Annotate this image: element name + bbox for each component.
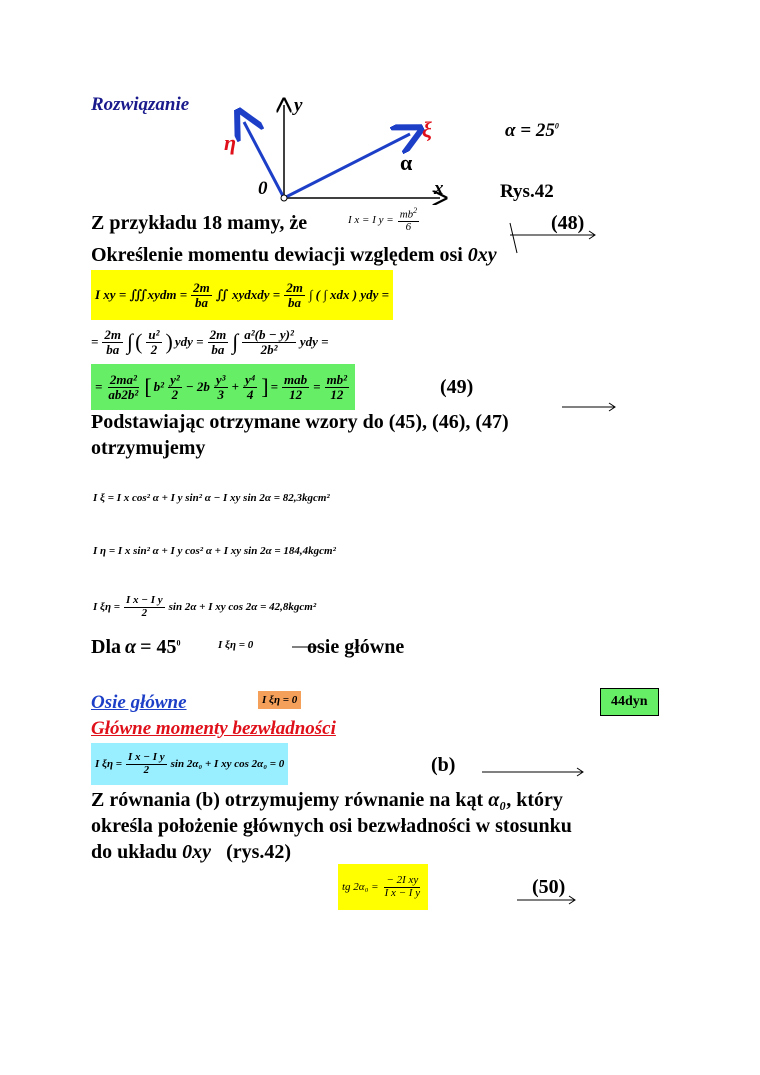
substitution-text-1: Podstawiając otrzymane wzory do (45), (46), (47) <box>91 411 509 433</box>
equation-number-48: (48) <box>551 212 585 234</box>
x-axis-label: x <box>434 178 444 199</box>
tangent-formula: tg 2α₀ = $\frac{\text{− 2I xy}}{\text{I x − I y}}$ <box>338 864 428 910</box>
principal-axes-text: osie główne <box>307 636 405 658</box>
substitution-text-2: otrzymujemy <box>91 437 206 459</box>
alpha-value: $\alpha = 25^0$ <box>505 120 559 141</box>
i-eta-formula: I η = I x sin² α + I y cos² α + I xy sin 2α = 184,4kgcm² <box>93 545 336 557</box>
i-xi-formula: I ξ = I x cos² α + I y sin² α − I xy sin 2α = 82,3kgcm² <box>93 492 330 504</box>
paragraph-line-2: określa położenie głównych osi bezwładności w stosunku <box>91 815 572 837</box>
origin-point <box>281 195 287 201</box>
equation-number-49: (49) <box>440 376 474 398</box>
i-xieta-zero-formula: I ξη = $\frac{\text{I x − I y}}{2}$ sin 2α₀ + I xy cos 2α₀ = 0 <box>91 743 288 785</box>
arrow-48 <box>505 218 600 258</box>
xi-axis-label: ξ <box>422 117 432 142</box>
arrow-50 <box>515 893 580 907</box>
principal-axes-heading: Osie główne <box>91 692 187 713</box>
i-xieta-formula: I ξη = $\frac{\text{I x − I y}}{2}$ sin 2α + I xy cos 2α = 42,8kgcm² <box>93 594 317 619</box>
ixy-formula-2: = $\frac{2m}{ba}$ ∫ ( u² 2 ) ydy = $\frac{2m}{ba}$ ∫ a²(b − y)² 2b² ydy = <box>91 326 329 357</box>
axes-diagram <box>220 90 450 205</box>
figure-caption: Rys.42 <box>500 181 554 202</box>
xi-axis <box>284 134 413 198</box>
origin-label: 0 <box>258 178 268 199</box>
solution-heading: Rozwiązanie <box>91 94 190 115</box>
equation-label-b: (b) <box>431 754 456 776</box>
arrow-49 <box>560 400 620 414</box>
equation-number-50: (50) <box>532 876 566 898</box>
arrow-b <box>480 765 588 779</box>
angle-label: α <box>400 150 413 175</box>
ixy-formula-1: I xy = ∭xydm = $\frac{2m}{ba}$ ∬ xydxdy = $\frac{2m}{ba}$ ∫ ( ∫ xdx ) ydy = <box>91 270 393 320</box>
principal-condition-box: I ξη = 0 <box>258 691 301 709</box>
intro-text: Z przykładu 18 mamy, że <box>91 212 308 234</box>
dla-line: Dla α = $45^0$ <box>91 636 181 658</box>
badge-44dyn: 44dyn <box>600 688 659 716</box>
ix-iy-formula: I x = I y = $\frac{mb^2}{6}$ <box>348 206 418 234</box>
paragraph-line-1: Z równania (b) otrzymujemy równanie na kąt α₀, który <box>91 789 563 811</box>
deviation-moment-text: Określenie momentu dewiacji względem osi 0xy <box>91 244 497 266</box>
ixy-formula-3: = $\frac{\text{2ma²}}{\text{ab2b²}}$ [ b² y² 2 − 2b y³ 3 + $\frac{\text{y⁴}}{4}$ ] = mab 12 = $\frac{\text{mb²}}{12}$ <box>91 364 355 410</box>
principal-moments-heading: Główne momenty bezwładności <box>91 718 336 739</box>
y-axis-label: y <box>294 95 303 116</box>
eta-axis-label: η <box>224 130 237 155</box>
principal-condition: I ξη = 0 <box>218 639 254 651</box>
paragraph-line-3: do układu 0xy (rys.42) <box>91 841 292 863</box>
